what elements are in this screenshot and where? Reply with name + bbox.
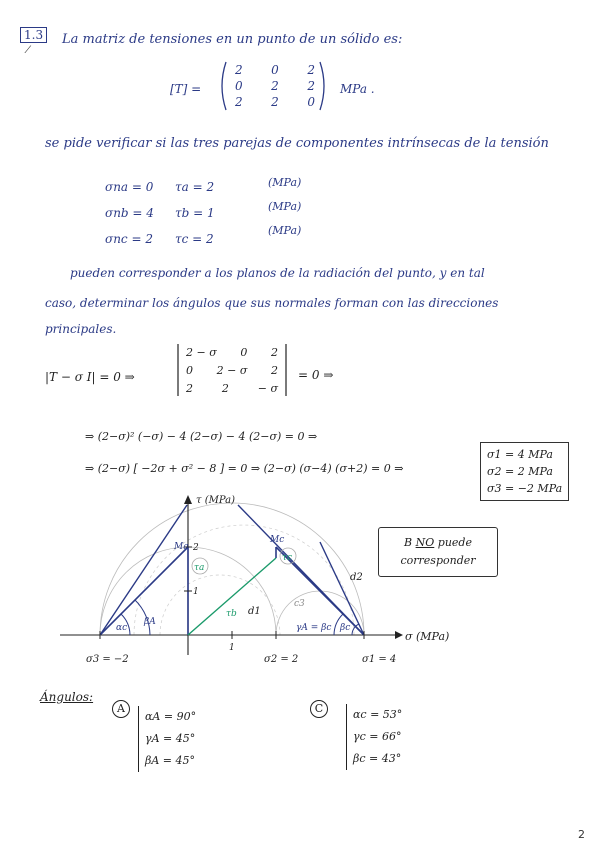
equation-line-1: ⇒ (2−σ)² (−σ) − 4 (2−σ) − 4 (2−σ) = 0 ⇒ (85, 430, 318, 443)
case-c-label: C (310, 700, 328, 718)
case-a-angles (138, 706, 196, 772)
gamma-beta-label: γA = βc (296, 623, 332, 633)
pair-b-tau: τb = 1 (175, 206, 215, 220)
matrix-cell: 2 (235, 63, 243, 77)
matrix-cell: 2 (307, 63, 315, 77)
tau-c-label: τc (282, 553, 293, 563)
sigma-2: σ2 = 2 MPa (487, 465, 553, 478)
case-a-label: A (112, 700, 130, 718)
pair-c-sigma: σnc = 2 (105, 232, 153, 246)
matrix-cell: 0 (235, 79, 243, 93)
point-ma: Ma (174, 542, 189, 552)
pair-c-tau: τc = 2 (175, 232, 214, 246)
case-a-marker (112, 697, 130, 718)
determinant-rhs: = 0 ⇒ (298, 368, 334, 382)
tick-y-one: 1 (193, 587, 199, 597)
pair-a-unit: (MPa) (268, 176, 302, 189)
case-c-marker (310, 697, 328, 718)
matrix-cell: 2 (271, 79, 279, 93)
mohr-diagram (0, 490, 600, 680)
paragraph-line-3: principales. (45, 322, 117, 336)
alpha-c-label: αc (116, 623, 128, 633)
sigma-axis-label: σ (MPa) (405, 630, 450, 643)
case-c-alpha: αc = 53° (353, 708, 403, 721)
d1-label: d1 (248, 606, 261, 617)
point-mc: Mc (270, 535, 285, 545)
paragraph-line-1: pueden corresponder a los planos de la radiación del punto, y en tal (70, 266, 485, 280)
tick-sigma1: σ1 = 4 (362, 654, 397, 665)
determinant-cell: 2 (271, 346, 278, 359)
tau-axis-label: τ (MPa) (196, 495, 235, 506)
d2-label: d2 (350, 572, 363, 583)
tau-axis-arrow (184, 495, 192, 504)
matrix-cell: 0 (271, 63, 279, 77)
note-puede: puede (437, 536, 472, 549)
paragraph-line-2: caso, determinar los ángulos que sus normales forman con las direcciones (45, 296, 499, 310)
case-a-alpha: αA = 90° (145, 710, 197, 723)
determinant-cell: 2 − σ (216, 364, 248, 377)
line-sigma3-upper (100, 505, 187, 635)
c3-label: c3 (294, 599, 305, 609)
determinant-cell: − σ (257, 382, 278, 395)
determinant-cell: 0 (186, 364, 193, 377)
note-b: B (404, 536, 413, 549)
matrix-body (235, 62, 315, 110)
matrix-label: [T] = (170, 82, 202, 96)
determinant-cell: 0 (240, 346, 248, 359)
tick-sigma3: σ3 = −2 (86, 654, 129, 665)
pen-mark: ⁄ (27, 45, 29, 56)
pair-a-sigma: σna = 0 (105, 180, 154, 194)
matrix-cell: 2 (271, 95, 279, 109)
matrix-unit: MPa . (340, 82, 375, 96)
problem-number: 1.3 (20, 27, 47, 43)
matrix-cell: 2 (307, 79, 315, 93)
determinant-body (186, 344, 278, 398)
case-c-beta: βc = 43° (353, 752, 402, 765)
sigma-3: σ3 = −2 MPa (487, 482, 563, 495)
tick-x-one: 1 (229, 643, 235, 653)
intro-text: La matriz de tensiones en un punto de un sólido es: (62, 32, 403, 47)
pair-a-tau: τa = 2 (175, 180, 215, 194)
case-c-angles (346, 704, 402, 770)
pair-c-unit: (MPa) (268, 224, 302, 237)
case-a-beta: βA = 45° (145, 754, 196, 767)
question-text: se pide verificar si las tres parejas de componentes intrínsecas de la tensión (45, 136, 549, 151)
note-corresponder: corresponder (400, 554, 476, 567)
determinant-cell: 2 (221, 382, 229, 395)
angles-title: Ángulos: (40, 690, 94, 704)
note-no: NO (415, 536, 435, 549)
tau-b-label: τb (226, 609, 237, 619)
sigma-axis-arrow (395, 631, 403, 639)
determinant-cell: 2 − σ (186, 346, 217, 359)
page-number: 2 (578, 828, 585, 841)
beta-a-label: βA (144, 617, 156, 627)
determinant-cell: 2 (186, 382, 193, 395)
note-box (378, 527, 498, 577)
sigma-1: σ1 = 4 MPa (487, 448, 553, 461)
tau-a-label: τa (194, 563, 205, 573)
pair-b-unit: (MPa) (268, 200, 302, 213)
tick-y-two: 2 (193, 543, 199, 553)
determinant-cell: 2 (271, 364, 278, 377)
matrix-cell: 2 (235, 95, 243, 109)
equation-line-2: ⇒ (2−σ) [ −2σ + σ² − 8 ] = 0 ⇒ (2−σ) (σ−4) (σ+2) = 0 ⇒ (85, 462, 404, 475)
tick-sigma2: σ2 = 2 (264, 654, 299, 665)
line-d2 (320, 542, 364, 635)
beta-c-label: βc (340, 623, 351, 633)
case-c-gamma: γc = 66° (353, 730, 402, 743)
pair-b-sigma: σnb = 4 (105, 206, 154, 220)
matrix-cell: 0 (307, 95, 315, 109)
determinant-lhs: |T − σ I| = 0 ⇒ (45, 370, 135, 384)
case-a-gamma: γA = 45° (145, 732, 196, 745)
